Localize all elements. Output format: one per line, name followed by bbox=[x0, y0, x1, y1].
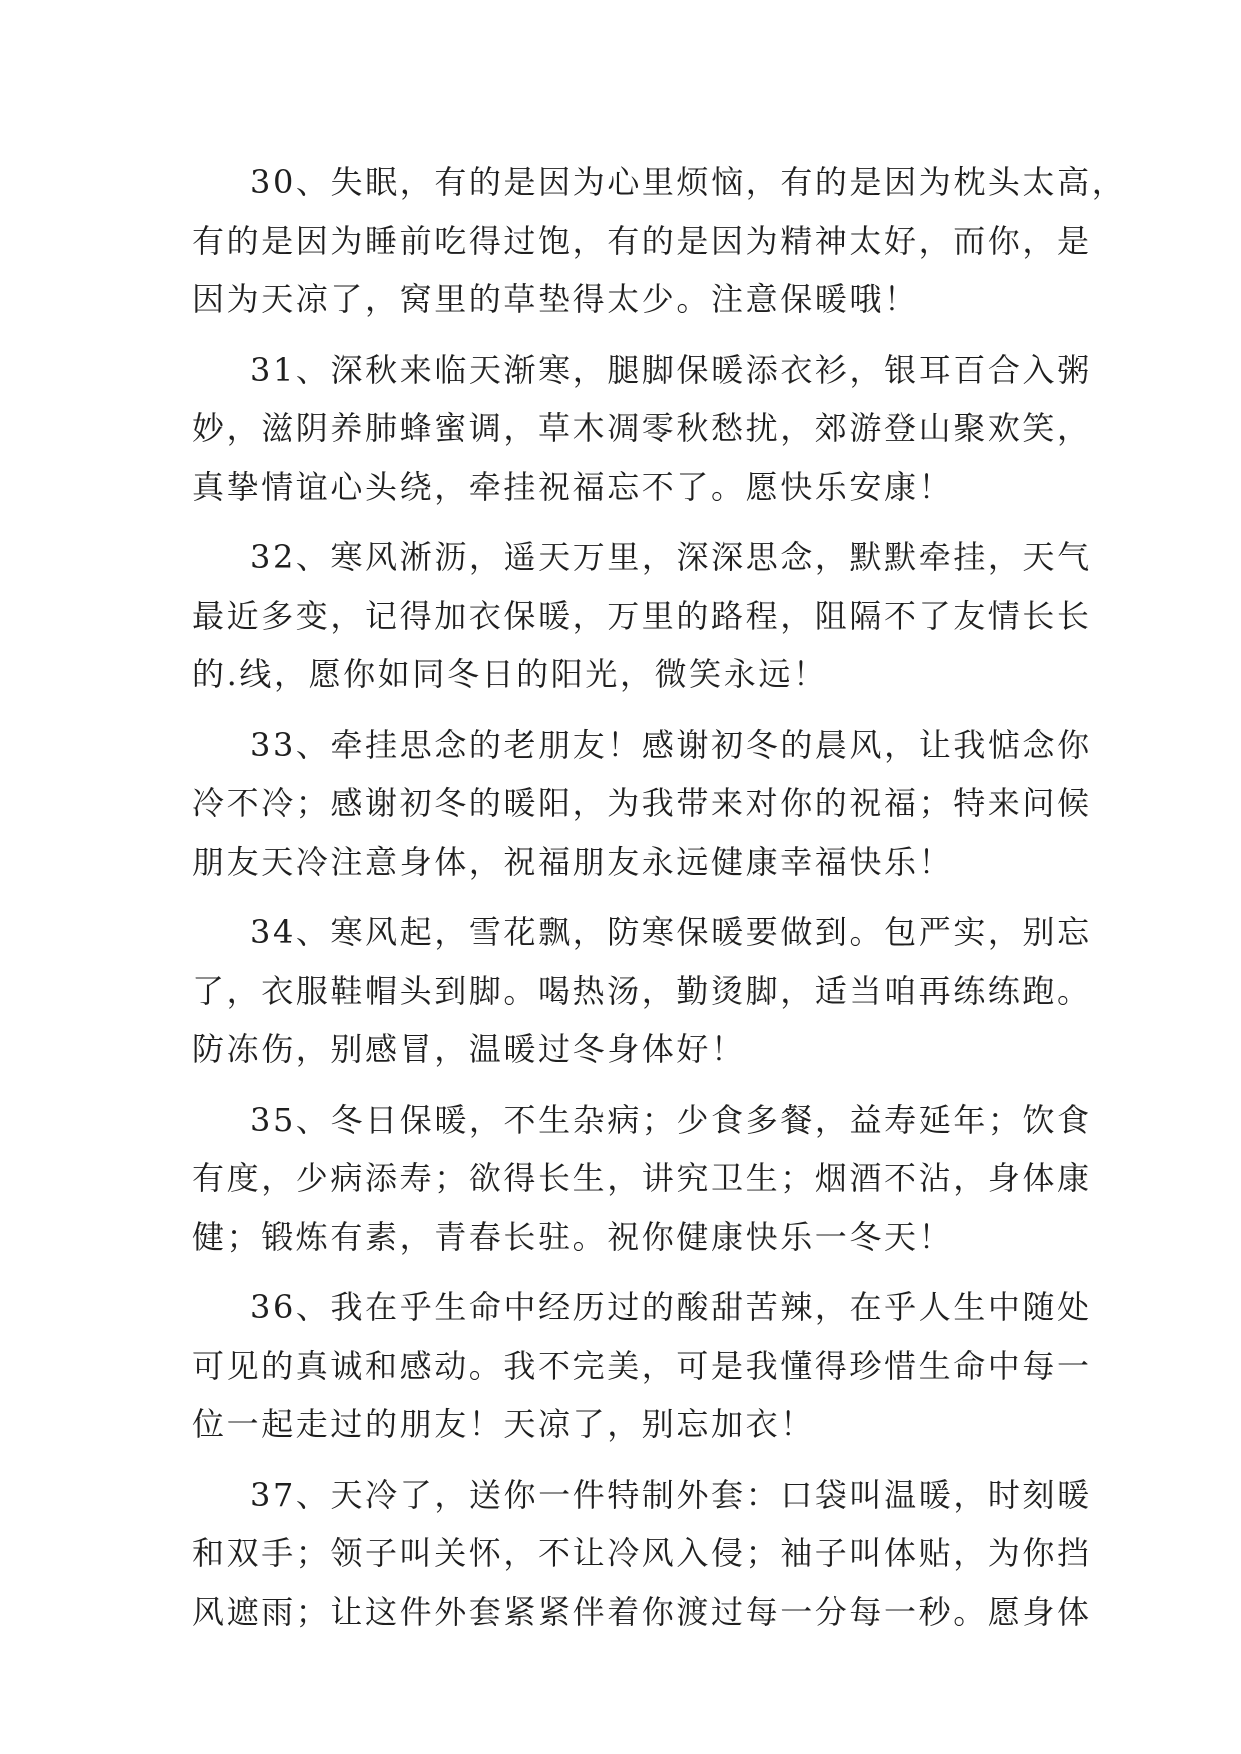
paragraph-33 bbox=[192, 716, 1092, 892]
paragraph-30 bbox=[192, 153, 1127, 329]
text-line: 37、天冷了，送你一件特制外套：口袋叫温暖，时刻暖 bbox=[250, 1475, 1092, 1514]
text-line: 位一起走过的朋友！天凉了，别忘加衣！ bbox=[192, 1405, 815, 1443]
text-line: 30、失眠，有的是因为心里烦恼，有的是因为枕头太高， bbox=[250, 163, 1127, 201]
text-line: 最近多变，记得加衣保暖，万里的路程，阻隔不了友情长长 bbox=[192, 596, 1092, 635]
paragraph-36 bbox=[192, 1278, 1092, 1454]
text-line: 真挚情谊心头绕，牵挂祝福忘不了。愿快乐安康！ bbox=[192, 467, 954, 506]
text-line: 可见的真诚和感动。我不完美，可是我懂得珍惜生命中每一 bbox=[192, 1346, 1092, 1385]
text-line: 了，衣服鞋帽头到脚。喝热汤，勤烫脚，适当咱再练练跑。 bbox=[192, 971, 1092, 1010]
text-line: 健；锻炼有素，青春长驻。祝你健康快乐一冬天！ bbox=[192, 1217, 954, 1256]
text-line: 妙，滋阴养肺蜂蜜调，草木凋零秋愁扰，郊游登山聚欢笑， bbox=[192, 409, 1092, 447]
text-line: 因为天凉了，窝里的草垫得太少。注意保暖哦！ bbox=[192, 280, 919, 318]
text-line: 31、深秋来临天渐寒，腿脚保暖添衣衫，银耳百合入粥 bbox=[250, 350, 1092, 389]
text-line: 冷不冷；感谢初冬的暖阳，为我带来对你的祝福；特来问候 bbox=[192, 784, 1092, 822]
document-body bbox=[192, 153, 1127, 1653]
text-line: 32、寒风淅沥，遥天万里，深深思念，默默牵挂，天气 bbox=[250, 538, 1092, 576]
text-line: 风遮雨；让这件外套紧紧伴着你渡过每一分每一秒。愿身体 bbox=[192, 1592, 1092, 1631]
paragraph-34 bbox=[192, 903, 1092, 1079]
text-line: 有度，少病添寿；欲得长生，讲究卫生；烟酒不沾，身体康 bbox=[192, 1159, 1092, 1197]
paragraph-35 bbox=[192, 1091, 1092, 1267]
text-line: 防冻伤，别感冒，温暖过冬身体好！ bbox=[192, 1030, 746, 1068]
text-line: 和双手；领子叫关怀，不让冷风入侵；袖子叫体贴，为你挡 bbox=[192, 1534, 1092, 1572]
text-line: 的.线，愿你如同冬日的阳光，微笑永远！ bbox=[192, 655, 828, 693]
paragraph-32 bbox=[192, 528, 1092, 704]
text-line: 36、我在乎生命中经历过的酸甜苦辣，在乎人生中随处 bbox=[250, 1288, 1092, 1326]
text-line: 朋友天冷注意身体，祝福朋友永远健康幸福快乐！ bbox=[192, 842, 954, 881]
text-line: 有的是因为睡前吃得过饱，有的是因为精神太好，而你，是 bbox=[192, 221, 1092, 260]
text-line: 35、冬日保暖，不生杂病；少食多餐，益寿延年；饮食 bbox=[250, 1100, 1092, 1139]
text-line: 34、寒风起，雪花飘，防寒保暖要做到。包严实，别忘 bbox=[250, 913, 1092, 951]
text-line: 33、牵挂思念的老朋友！感谢初冬的晨风，让我惦念你 bbox=[250, 725, 1092, 764]
paragraph-37 bbox=[192, 1466, 1092, 1642]
paragraph-31 bbox=[192, 341, 1092, 517]
